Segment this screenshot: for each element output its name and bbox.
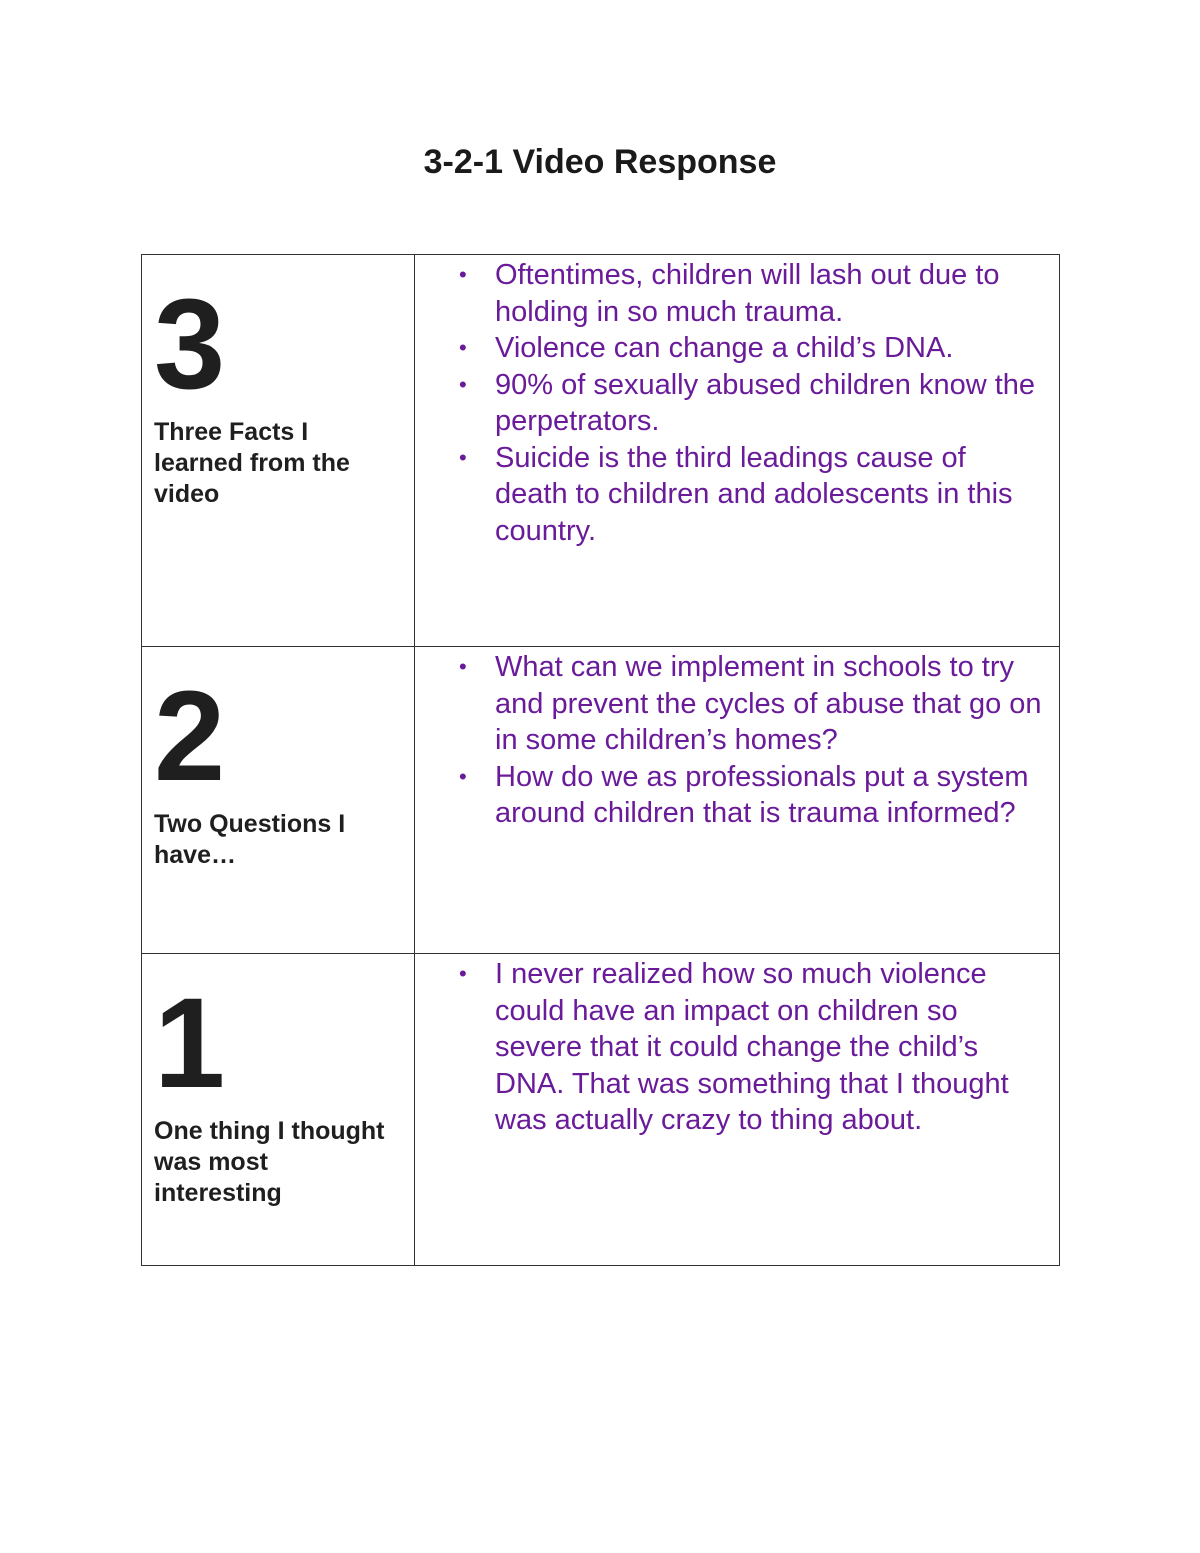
bullet-icon: • [459, 763, 467, 789]
bullet-icon: • [459, 961, 467, 986]
list-item: • I never realized how so much violence could have an impact on children so severe that it could change the child’s DNA. That was something that I thought was actually crazy to thing about. [459, 958, 1009, 1136]
table-row-three-facts [142, 255, 1060, 647]
bullet-icon: • [459, 444, 467, 470]
content-cell [415, 954, 1060, 1266]
bullet-list [415, 255, 1059, 549]
list-item: • What can we implement in schools to try and prevent the cycles of abuse that go on in some children’s homes? [459, 651, 1042, 756]
bullet-list [415, 647, 1059, 832]
bullet-icon: • [459, 262, 467, 287]
list-item: • Violence can change a child’s DNA. [495, 330, 1045, 367]
bullet-icon: • [459, 335, 467, 360]
page-title: 3-2-1 Video Response [423, 143, 777, 181]
content-cell [415, 647, 1060, 954]
row-label: Three Facts I learned from the video [154, 418, 350, 508]
label-cell [142, 954, 415, 1266]
list-item: • 90% of sexually abused children know the perpetrators. [459, 368, 1036, 437]
row-label: Two Questions I have… [154, 810, 346, 869]
list-item: • How do we as professionals put a system around children that is trauma informed? [459, 760, 1029, 829]
label-cell [142, 647, 415, 954]
list-item: • Suicide is the third leadings cause of death to children and adolescents in this country. [459, 441, 1013, 547]
bullet-list [415, 954, 1059, 1139]
row-number: 1 [154, 972, 224, 1115]
label-cell [142, 255, 415, 647]
row-number: 2 [154, 665, 224, 808]
table-row-two-questions [142, 647, 1060, 954]
table-row-one-thing [142, 954, 1060, 1266]
content-cell [415, 255, 1060, 647]
row-label: One thing I thought was most interesting [154, 1117, 385, 1207]
bullet-icon: • [459, 654, 467, 679]
row-number: 3 [154, 273, 224, 416]
bullet-icon: • [459, 371, 467, 397]
list-item: • Oftentimes, children will lash out due to holding in so much trauma. [459, 259, 1000, 328]
response-table [141, 254, 1060, 1266]
